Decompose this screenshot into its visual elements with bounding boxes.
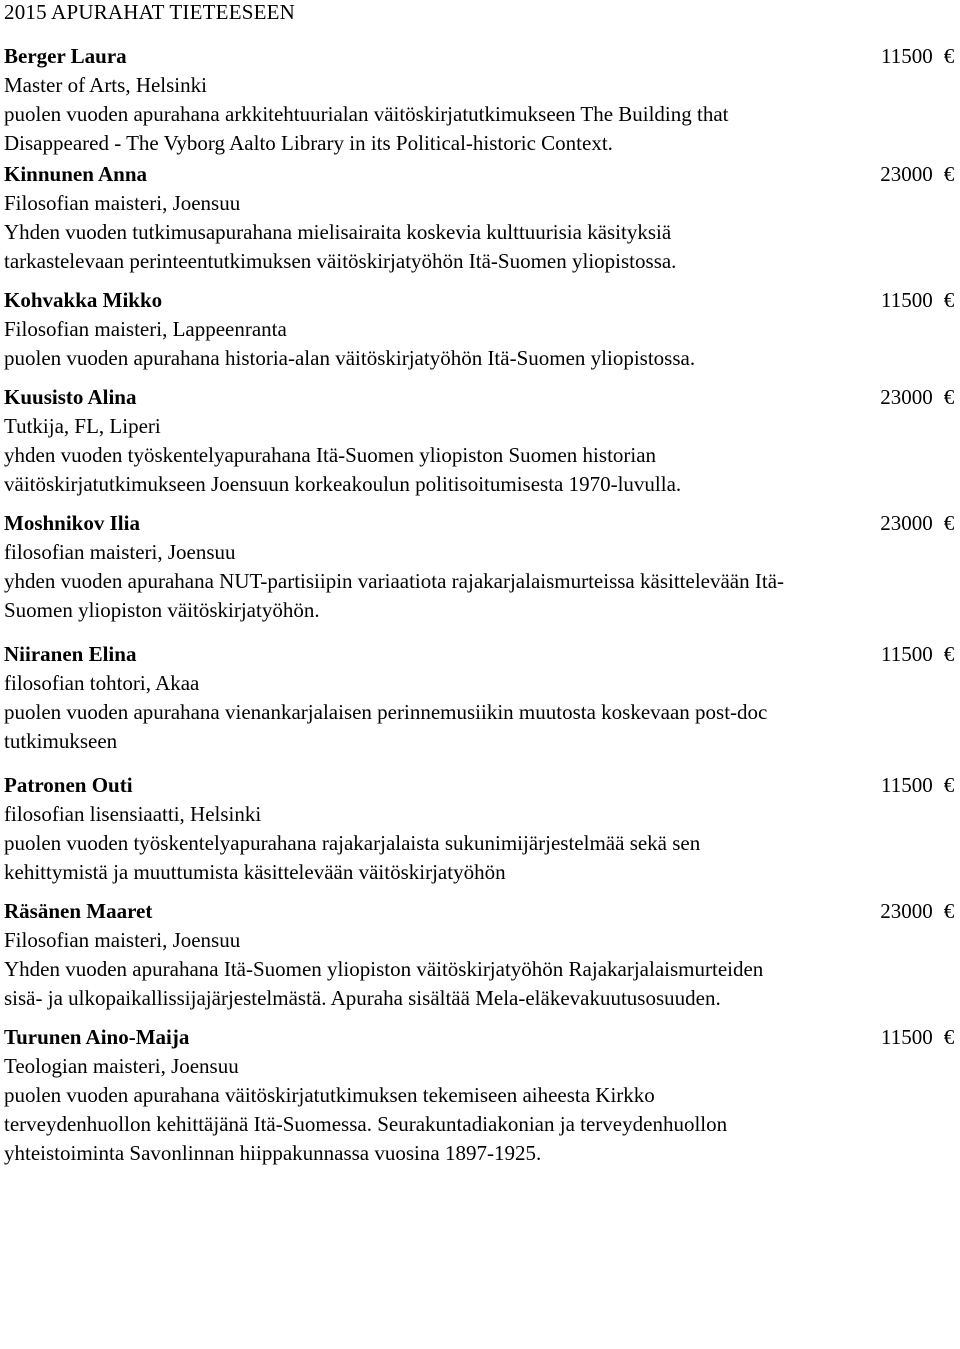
grant-description: puolen vuoden apurahana vienankarjalaisen perinnemusiikin muutosta koskevaan post-doc tutkimukseen xyxy=(4,700,768,753)
grant-amount xyxy=(880,160,960,189)
grant-description: puolen vuoden apurahana väitöskirjatutkimuksen tekemiseen aiheesta Kirkko terveydenhuollon kehittäjänä Itä-Suomessa. Seurakuntadiakonian ja terveydenhuollon yhteistoiminta Savonlinnan hiippakunnassa vuosina 1897-1925. xyxy=(4,1083,728,1165)
recipient-degree: filosofian lisensiaatti, Helsinki xyxy=(4,802,262,826)
currency-symbol: € xyxy=(943,511,955,535)
recipient-name: Räsänen Maaret xyxy=(4,899,153,923)
currency-symbol: € xyxy=(943,288,955,312)
amount-value: 11500 xyxy=(881,44,933,68)
currency-symbol: € xyxy=(943,385,955,409)
currency-symbol: € xyxy=(943,642,955,666)
amount-value: 23000 xyxy=(880,899,933,923)
recipient-degree: filosofian tohtori, Akaa xyxy=(4,671,200,695)
recipient-name: Kinnunen Anna xyxy=(4,162,148,186)
recipient-degree: Teologian maisteri, Joensuu xyxy=(4,1054,239,1078)
recipient-name: Berger Laura xyxy=(4,44,127,68)
grant-entry xyxy=(4,383,960,499)
currency-symbol: € xyxy=(943,162,955,186)
recipient-name: Patronen Outi xyxy=(4,773,133,797)
grant-description: puolen vuoden työskentelyapurahana rajakarjalaista sukunimijärjestelmää sekä sen kehittymistä ja muuttumista käsittelevään väitöskirjatyöhön xyxy=(4,831,701,884)
recipient-degree: Master of Arts, Helsinki xyxy=(4,73,207,97)
grant-entry xyxy=(4,160,960,276)
document-title: 2015 APURAHAT TIETEESEEN xyxy=(4,0,296,24)
grant-entry xyxy=(4,1023,960,1168)
currency-symbol: € xyxy=(943,1025,955,1049)
grant-amount xyxy=(881,42,960,71)
grant-entry xyxy=(4,42,960,158)
grant-amount xyxy=(881,286,960,315)
recipient-degree: Filosofian maisteri, Joensuu xyxy=(4,928,241,952)
amount-value: 11500 xyxy=(881,773,933,797)
recipient-name: Kohvakka Mikko xyxy=(4,288,163,312)
recipient-name: Turunen Aino-Maija xyxy=(4,1025,190,1049)
grant-description: Yhden vuoden tutkimusapurahana mielisairaita koskevia kulttuurisia käsityksiä tarkastelevaan perinteentutkimuksen väitöskirjatyöhön Itä-Suomen yliopistossa. xyxy=(4,220,677,273)
grant-amount xyxy=(880,509,960,538)
grant-description: yhden vuoden apurahana NUT-partisiipin variaatiota rajakarjalaismurteissa käsittelevään Itä-Suomen yliopiston väitöskirjatyöhön. xyxy=(4,569,785,622)
recipient-name: Kuusisto Alina xyxy=(4,385,137,409)
amount-value: 11500 xyxy=(881,288,933,312)
currency-symbol: € xyxy=(943,44,955,68)
grant-amount xyxy=(880,383,960,412)
recipient-degree: filosofian maisteri, Joensuu xyxy=(4,540,236,564)
amount-value: 11500 xyxy=(881,1025,933,1049)
document-page xyxy=(4,0,960,1168)
currency-symbol: € xyxy=(943,899,955,923)
recipient-degree: Tutkija, FL, Liperi xyxy=(4,414,161,438)
grant-amount xyxy=(881,640,960,669)
currency-symbol: € xyxy=(943,773,955,797)
grant-entry xyxy=(4,286,960,373)
grant-entry xyxy=(4,897,960,1013)
amount-value: 23000 xyxy=(880,385,933,409)
recipient-degree: Filosofian maisteri, Joensuu xyxy=(4,191,241,215)
amount-value: 11500 xyxy=(881,642,933,666)
grant-description: yhden vuoden työskentelyapurahana Itä-Suomen yliopiston Suomen historian väitöskirjatutkimukseen Joensuun korkeakoulun politisoitumisesta 1970-luvulla. xyxy=(4,443,682,496)
grant-description: Yhden vuoden apurahana Itä-Suomen yliopiston väitöskirjatyöhön Rajakarjalaismurteiden sisä- ja ulkopaikallissijajärjestelmästä. Apuraha sisältää Mela-eläkevakuutusosuuden. xyxy=(4,957,764,1010)
grant-entry xyxy=(4,509,960,625)
grant-description: puolen vuoden apurahana arkkitehtuurialan väitöskirjatutkimukseen The Building that Disappeared - The Vyborg Aalto Library in its Political-historic Context. xyxy=(4,102,729,155)
grant-amount xyxy=(881,1023,960,1052)
recipient-name: Niiranen Elina xyxy=(4,642,137,666)
grant-amount xyxy=(881,771,960,800)
grant-entry xyxy=(4,640,960,756)
amount-value: 23000 xyxy=(880,511,933,535)
recipient-degree: Filosofian maisteri, Lappeenranta xyxy=(4,317,287,341)
grant-entry xyxy=(4,771,960,887)
grant-amount xyxy=(880,897,960,926)
grant-description: puolen vuoden apurahana historia-alan väitöskirjatyöhön Itä-Suomen yliopistossa. xyxy=(4,346,696,370)
recipient-name: Moshnikov Ilia xyxy=(4,511,140,535)
amount-value: 23000 xyxy=(880,162,933,186)
